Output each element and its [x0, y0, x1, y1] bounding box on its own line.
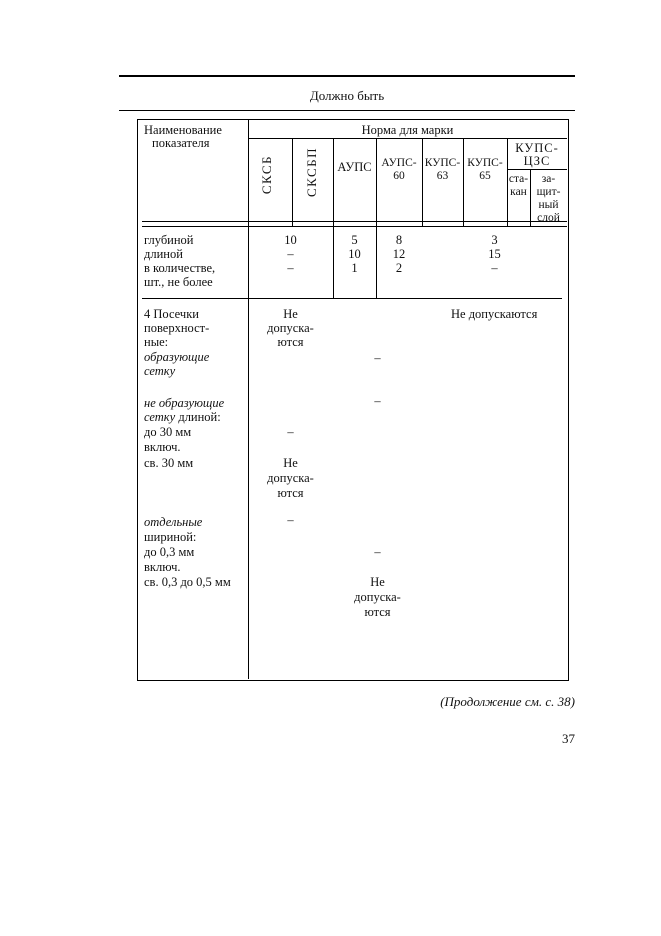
s2-sksb-notallowed2-2: допуска- — [267, 471, 314, 485]
s2-label-forming: образующие — [144, 350, 210, 364]
brand-sksbp: СКСБП — [304, 147, 319, 198]
s2-label-3: ные: — [144, 335, 169, 349]
heading-rule — [119, 110, 575, 111]
s2-sksb-notallowed-3: ются — [277, 335, 304, 349]
s2-separate: отдельные — [144, 515, 203, 529]
brand-kups65-a: КУПС- — [467, 157, 503, 169]
brand-kups-czs-b: ЦЗС — [523, 154, 551, 168]
brand-aups: АУПС — [337, 160, 372, 174]
col-divider-indicator — [248, 120, 249, 679]
row-label-depth: глубиной — [144, 233, 194, 247]
row-label-count-b: шт., не более — [144, 275, 213, 289]
header-indicator-2: показателя — [152, 136, 210, 150]
aups-depth: 5 — [351, 233, 358, 247]
s2-aups-notallowed-3: ются — [364, 605, 391, 619]
s2-upto30: до 30 мм — [144, 425, 192, 439]
norm-header-rule — [248, 138, 567, 139]
brand-aups60-b: 60 — [393, 170, 405, 182]
s2-sksb-dash-2: – — [287, 513, 294, 527]
s2-aups-dash-1: – — [374, 351, 381, 365]
sksb-length: – — [287, 247, 294, 261]
top-rule — [119, 75, 575, 77]
s2-upto03: до 0,3 мм — [144, 545, 195, 559]
s2-incl-a: включ. — [144, 440, 181, 454]
brand-kups63-b: 63 — [436, 170, 449, 182]
section-rule — [142, 298, 562, 299]
s2-over30: св. 30 мм — [144, 456, 194, 470]
page-number: 37 — [562, 731, 575, 746]
brand-zasch-a: за- — [541, 173, 556, 185]
s2-label-net: сетку — [144, 364, 176, 378]
sksb-depth: 10 — [284, 233, 297, 247]
page-heading: Должно быть — [309, 88, 385, 103]
row-label-length: длиной — [144, 247, 183, 261]
brand-stakan-b: кан — [510, 186, 527, 198]
aups60-count: 2 — [395, 261, 403, 275]
s2-sksb-notallowed-2: допуска- — [267, 321, 314, 335]
aups60-depth: 8 — [395, 233, 403, 247]
header-bottom-rule-1 — [142, 221, 567, 222]
aups-length: 10 — [348, 247, 361, 261]
s2-incl-b: включ. — [144, 560, 181, 574]
s2-label-net-length — [144, 410, 221, 425]
s2-label-net2: сетку — [144, 410, 176, 424]
col-divider-sksbp — [292, 139, 293, 226]
row-label-count: в количестве, — [144, 261, 216, 275]
header-indicator-1: Наименование — [144, 123, 222, 137]
s2-width: шириной: — [144, 530, 197, 544]
s2-label-1: 4 Посечки — [144, 307, 199, 321]
brand-zasch-c: ный — [538, 199, 559, 211]
s2-label-2: поверхност- — [144, 321, 210, 335]
brand-sksb: СКСБ — [259, 155, 274, 195]
brand-kups-czs-a: КУПС- — [515, 141, 559, 155]
s2-aups-notallowed-2: допуска- — [354, 590, 401, 604]
s2-label-nonforming: не образующие — [144, 396, 225, 410]
s2-aups-notallowed-1: Не — [370, 575, 385, 589]
s2-sksb-notallowed-1: Не — [283, 307, 298, 321]
s2-sksb-dash-1: – — [287, 425, 294, 439]
kups-depth: 3 — [491, 233, 498, 247]
brand-zasch-b: щит- — [536, 186, 561, 198]
brand-stakan-a: ста- — [508, 173, 529, 185]
header-bottom-rule-2 — [142, 226, 567, 227]
brand-kups63-a: КУПС- — [424, 157, 461, 169]
s2-03-05: св. 0,3 до 0,5 мм — [144, 575, 231, 589]
aups60-length: 12 — [392, 247, 406, 261]
s2-aups-dash-2: – — [374, 394, 381, 408]
kups-length: 15 — [488, 247, 501, 261]
kups-count: – — [491, 261, 498, 275]
aups-count: 1 — [351, 261, 358, 275]
s2-sksb-notallowed2-1: Не — [283, 456, 298, 470]
brand-zasch-d: слой — [537, 212, 560, 224]
brand-kups65-b: 65 — [479, 170, 491, 182]
kups-czs-rule — [507, 169, 567, 170]
s2-aups-dash-3: – — [374, 545, 381, 559]
brand-aups60-a: АУПС- — [381, 157, 417, 169]
s2-kups-notallowed: Не допускаются — [451, 307, 538, 321]
sksb-count: – — [287, 261, 294, 275]
header-norm: Норма для марки — [361, 123, 454, 137]
s2-label-len: длиной: — [178, 410, 221, 424]
s2-sksb-notallowed2-3: ются — [277, 486, 304, 500]
continuation-note: (Продолжение см. с. 38) — [440, 694, 575, 709]
